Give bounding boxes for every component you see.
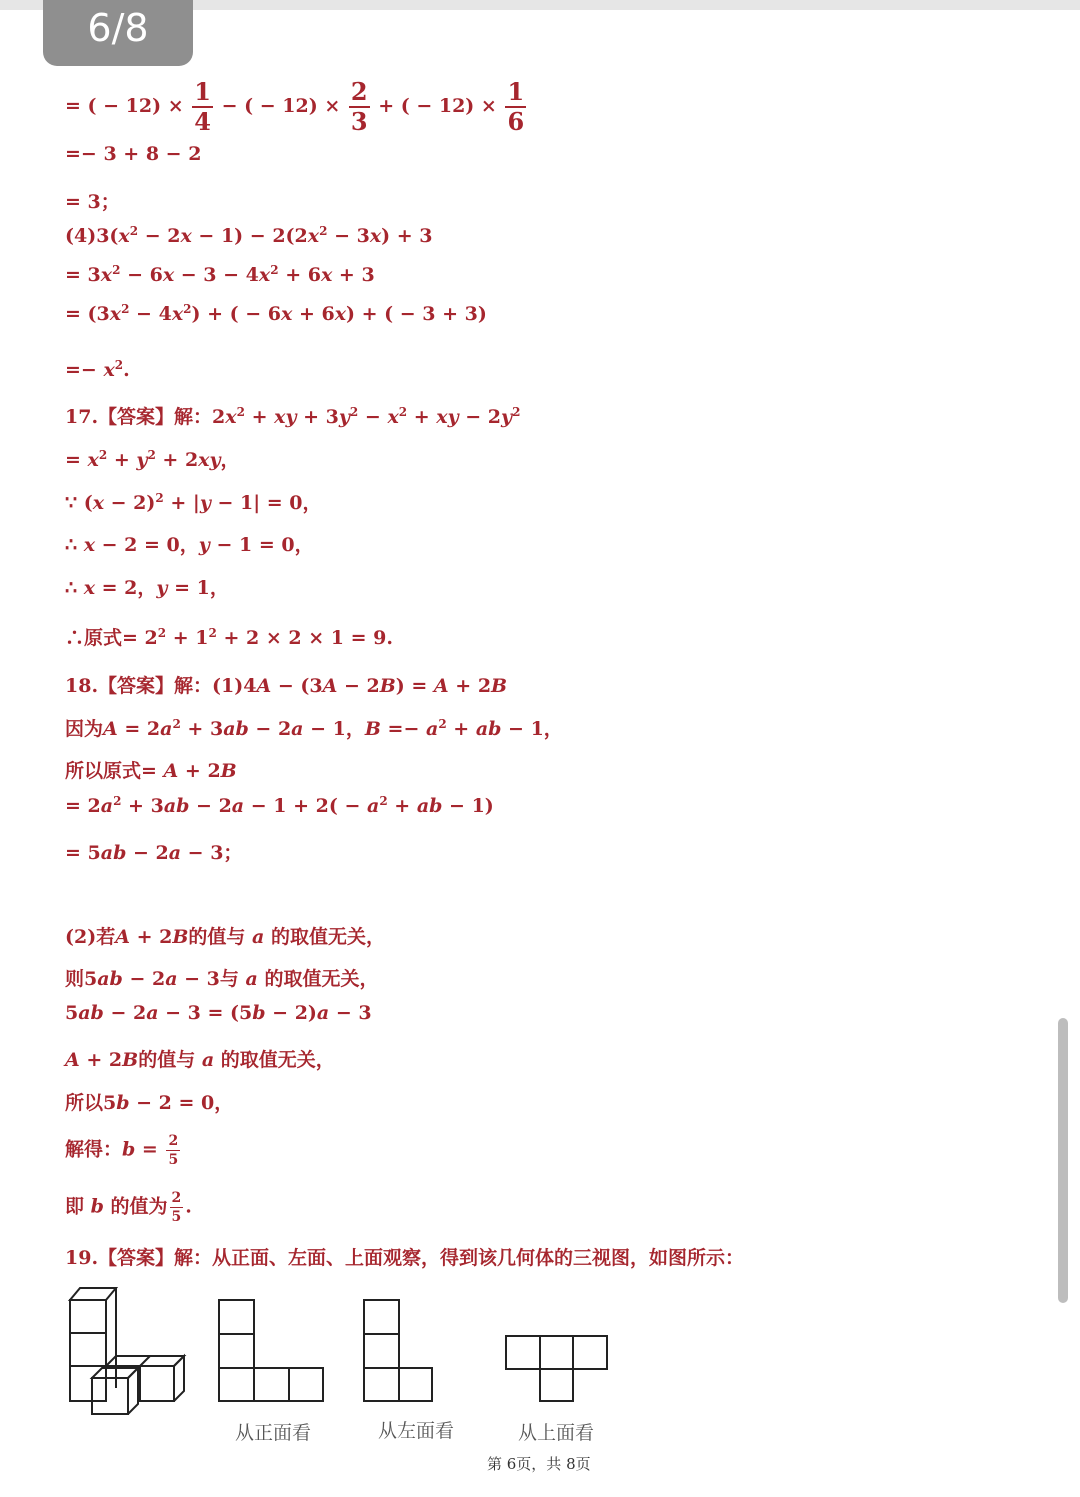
solution-line: 解得：b = $\frac{2}{5}$ bbox=[65, 1133, 179, 1168]
solution-line: =− 3 + 8 − 2 bbox=[65, 143, 202, 165]
fraction: $\frac{2}{3}$ bbox=[350, 77, 368, 136]
fraction: $\frac{2}{5}$ bbox=[168, 1133, 179, 1168]
three-view-figures bbox=[60, 1280, 640, 1450]
answer-17-heading: 17.【答案】解：$2x^2$ + xy + $3y^2 - x^2$ + xy − $2y^2$ bbox=[65, 405, 521, 428]
fraction: $\frac{1}{4}$ bbox=[194, 77, 211, 136]
solution-line: 5ab − 2a − 3 = (5b − 2)a − 3 bbox=[65, 1002, 372, 1024]
solution-line: 即 b 的值为 $\frac{2}{5}$ . bbox=[65, 1190, 192, 1225]
solution-line: ∴原式= $2^2 + 1^2 + 2 \times 2 \times 1 = 9$. bbox=[65, 626, 393, 649]
solution-line: = 3； bbox=[65, 191, 120, 213]
answer-19-heading: 19.【答案】解：从正面、左面、上面观察，得到该几何体的三视图，如图所示： bbox=[65, 1247, 745, 1269]
solution-line: = $x^2 + y^2 + 2xy$， bbox=[65, 448, 240, 471]
solution-line: 因为$A = 2a^2 + 3ab - 2a - 1$，$B =- a^2$ + ab − 1， bbox=[65, 717, 563, 740]
top-view-label: 从上面看 bbox=[518, 1422, 595, 1444]
solution-line: ∴ x − 2 = 0，y − 1 = 0， bbox=[65, 534, 314, 556]
fraction: $\frac{2}{5}$ bbox=[171, 1190, 182, 1225]
page-footer: 第 6页，共 8页 bbox=[487, 1455, 591, 1473]
solution-line: =− $x^2$. bbox=[65, 358, 130, 381]
solution-line: ∴ x = 2，y = 1， bbox=[65, 577, 229, 599]
solution-line: = $(3x^2 - 4x^2)$ + ( − 6x + 6x) + ( − 3 + 3) bbox=[65, 302, 487, 325]
solution-line: $(4)3(x^2 - 2x - 1) - 2(2x^2 - 3x) + 3$ bbox=[65, 224, 433, 247]
left-view bbox=[364, 1300, 432, 1401]
front-view-label: 从正面看 bbox=[235, 1422, 312, 1444]
solution-line: (2)若A + 2B的值与 a 的取值无关， bbox=[65, 926, 385, 948]
solution-line: 所以原式= A + 2B bbox=[65, 760, 237, 782]
front-view bbox=[219, 1300, 323, 1401]
scrollbar-thumb[interactable] bbox=[1058, 1018, 1068, 1303]
solution-line: = $2a^2 + 3ab - 2a - 1 + 2( - a^2$ + ab − 1) bbox=[65, 794, 494, 817]
solution-line: A + 2B的值与 a 的取值无关， bbox=[65, 1049, 335, 1071]
solution-line: 所以5b − 2 = 0， bbox=[65, 1092, 234, 1114]
solution-line: ∵ $(x - 2)^2 + |y - 1| = 0$， bbox=[65, 491, 322, 514]
solution-line: = $3x^2 - 6x - 3 - 4x^2 + 6x + 3$ bbox=[65, 263, 375, 286]
fraction: $\frac{1}{6}$ bbox=[507, 77, 525, 136]
left-view-label: 从左面看 bbox=[378, 1420, 455, 1442]
solution-line: = ( − 12) × $\frac{1}{4}$ − ( − 12) × $\frac{2}{3}$ + ( − 12) × $\frac{1}{6}$ bbox=[65, 77, 525, 136]
top-view bbox=[506, 1336, 607, 1401]
three-view-diagram bbox=[60, 1280, 640, 1430]
isometric-solid bbox=[70, 1288, 184, 1414]
solution-line: = 5ab − 2a − 3； bbox=[65, 842, 243, 864]
solution-line: 则5ab − 2a − 3与 a 的取值无关， bbox=[65, 968, 379, 990]
answer-18-heading: 18.【答案】解：(1)4A − (3A − 2B) = A + 2B bbox=[65, 675, 508, 697]
page-indicator: 6/8 bbox=[43, 0, 193, 66]
